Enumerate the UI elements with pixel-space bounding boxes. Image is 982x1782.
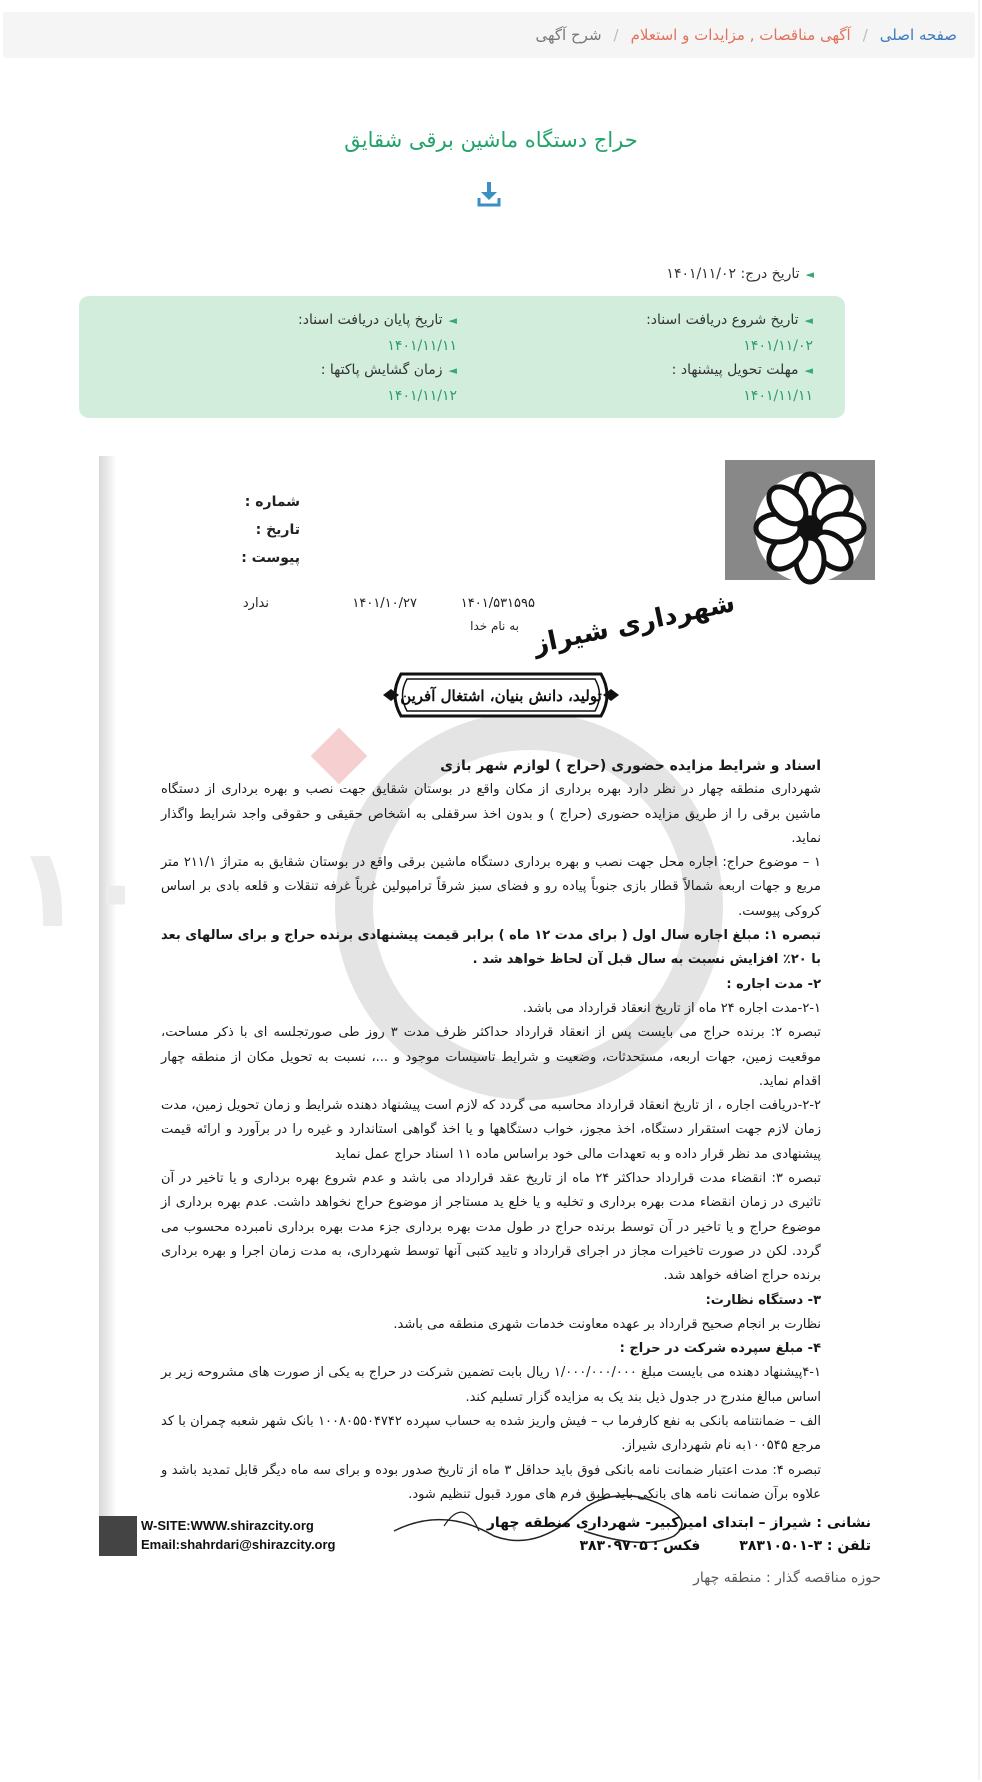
opening-value: ۱۴۰۱/۱۱/۱۲ (387, 388, 457, 404)
end-date-value: ۱۴۰۱/۱۱/۱۱ (387, 338, 457, 354)
footer-fax: فکس : ۳۸۳۰۹۷۰۵ (579, 1538, 701, 1554)
deadline-value: ۱۴۰۱/۱۱/۱۱ (743, 388, 813, 404)
publish-date-value: ۱۴۰۱/۱۱/۰۲ (666, 266, 737, 282)
section-4-title: ۴- مبلغ سپرده شرکت در حراج : (619, 1341, 821, 1357)
start-date-value: ۱۴۰۱/۱۱/۰۲ (743, 338, 813, 354)
deposit-options: الف – ضمانتنامه بانکی به نفع کارفرما ب – فیش واریز شده به حساب سپرده ۱۰۰۸۰۵۵۰۴۷۴۲ بانک شهر شعبه چمران با کد مرجع ۱۰۰۵۴۵به نام شهرداری شیراز. (161, 1414, 822, 1454)
caret-left-icon: ◄ (804, 314, 813, 327)
footer-contact (99, 1516, 349, 1556)
dates-info-box (79, 296, 845, 418)
footer-phone-line (487, 1535, 871, 1558)
breadcrumb-separator: / (862, 26, 868, 44)
breadcrumb-home-link[interactable]: صفحه اصلی (879, 26, 957, 44)
footer-email: Email:shahrdari@shirazcity.org (141, 1537, 336, 1552)
attachment-label: پیوست : (241, 550, 300, 566)
document-heading: اسناد و شرایط مزایده حضوری (حراج ) لوازم شهر بازی (440, 758, 821, 774)
ref-date: ۱۴۰۱/۱۰/۲۷ (352, 596, 417, 611)
date-label: تاریخ : (255, 522, 300, 538)
section-2-title: ۲- مدت اجاره : (726, 976, 821, 992)
footer-website: W-SITE:WWW.shirazcity.org (141, 1518, 314, 1533)
svg-text:تولید، دانش بنیان، اشتغال آفری: تولید، دانش بنیان، اشتغال آفرین (400, 687, 602, 705)
breadcrumb (3, 12, 975, 58)
ref-attachment: ندارد (242, 596, 269, 611)
section-3-title: ۳- دستگاه نظارت: (705, 1292, 821, 1308)
caret-left-icon: ◄ (805, 268, 814, 281)
breadcrumb-tenders-link[interactable]: آگهی مناقصات , مزایدات و استعلام (630, 26, 851, 44)
breadcrumb-current: شرح آگهی (535, 26, 602, 44)
number-label: شماره : (244, 494, 300, 510)
clause-2-1: ۲-۱-مدت اجاره ۲۴ ماه از تاریخ انعقاد قرارداد می باشد. (522, 1000, 821, 1016)
intro-paragraph: شهرداری منطقه چهار در نظر دارد بهره برداری از مکان واقع در بوستان شقایق جهت نصب و بهره برداری از دستگاه ماشین برقی را از طریق مزایده حضوری (حراج ) و بدون اخذ سرقفلی به اشخاص حقیقی و حقوقی واجد شرایط واگذار نماید. (161, 782, 821, 846)
note-1: تبصره ۱: مبلغ اجاره سال اول ( برای مدت ۱۲ ماه ) برابر قیمت پیشنهادی برنده حراج و برای سالهای بعد با ۲۰٪ افزایش نسبت به سال قبل آن لحاظ خواهد شد . (161, 928, 821, 968)
bismillah: به نام خدا (470, 619, 519, 633)
svg-text:شهرداری شیراز: شهرداری شیراز (530, 587, 738, 660)
slogan-banner (381, 668, 621, 722)
ref-number: ۱۴۰۱/۵۳۱۵۹۵ (460, 596, 535, 611)
publish-date-label: تاریخ درج: (740, 266, 800, 282)
footer-address (487, 1512, 871, 1558)
note-2: تبصره ۲: برنده حراج می بایست پس از انعقاد قرارداد حداکثر ظرف مدت ۳ روز طی صورتجلسه ای با ذکر مساحت، موقعیت زمین، جهات اربعه، مستحدثات، وضعیت و شرایط تاسیسات موجود و ...، نسبت به تحویل مکان از منطقه چهار اقدام نماید. (161, 1025, 821, 1089)
clause-2-2: ۲-۲-دریافت اجاره ، از تاریخ انعقاد قرارداد محاسبه می گردد که لازم است پیشنهاد دهنده شرایط و زمان تحویل زمین، مدت زمان لازم جهت استقرار دستگاه، اخذ مجوز، خواب دستگاهها و یا اخذ گواهی استاندارد و غیره را در برآورد و ارائه قیمت پیشنهادی مد نظر قرار داده و به تعهدات مالی خود براساس ماده ۱۱ اسناد حراج عمل نماید (161, 1098, 821, 1162)
page-title: حراج دستگاه ماشین برقی شقایق (344, 128, 638, 152)
clause-4-1: ۴-۱پیشنهاد دهنده می بایست مبلغ ۱/۰۰۰/۰۰۰/۰۰۰ ریال بابت تضمین شرکت در حراج به یکی از صورت های مشروحه زیر بر اساس مبالغ مندرج در جدول ذیل بند یک به مزایده گزار تسلیم کند. (161, 1365, 821, 1405)
caret-left-icon: ◄ (448, 364, 457, 377)
footer-address-line: نشانی : شیراز – ابتدای امیرکبیر- شهرداری منطقه چهار (486, 1515, 871, 1531)
document-body (161, 754, 821, 1507)
end-date-label: ◄تاریخ پایان دریافت اسناد: (298, 312, 457, 328)
start-date-label: ◄تاریخ شروع دریافت اسناد: (646, 312, 813, 328)
municipality-logo (530, 460, 875, 660)
publish-date (666, 266, 814, 282)
scanned-document (14, 456, 881, 1555)
subject-clause: ۱ – موضوع حراج: اجاره محل جهت نصب و بهره برداری دستگاه ماشین برقی واقع در بوستان شقایق به متراژ ۲۱۱/۱ متر مربع و جهات اربعه شمالاً قطار بازی جنوباً پیاده رو و فضای سبز شرقاً ترامپولین غرباً غرفه تنقلات و قلعه بادی بر اساس کروکی پیوست. (161, 855, 821, 919)
clause-3: نظارت بر انجام صحیح قرارداد بر عهده معاونت خدمات شهری منطقه می باشد. (393, 1316, 821, 1332)
opening-label: ◄زمان گشایش پاکتها : (320, 362, 457, 378)
download-icon[interactable] (477, 180, 501, 208)
note-4: تبصره ۴: مدت اعتبار ضمانت نامه بانکی فوق باید حداقل ۳ ماه از تاریخ صدور بوده و برای سه ماه دیگر قابل تمدید باشد و علاوه برآن ضمانت نامه های بانکی باید طبق فرم های مورد قبول تنظیم شود. (161, 1462, 821, 1502)
caret-left-icon: ◄ (448, 314, 457, 327)
footer-phone: تلفن : ۳-۳۸۳۱۰۵۰۱ (739, 1538, 871, 1554)
note-3: تبصره ۳: انقضاء مدت قرارداد حداکثر ۲۴ ماه از تاریخ عقد قرارداد می باشد و عدم شروع بهره برداری و یا تاخیر در آن تاثیری در زمان انقضاء مدت بهره برداری و تخلیه و یا خلع ید مستاجر از موضوع حراج نخواهد داشت. عدم بهره برداری از موضوع حراج و یا تاخیر در آن توسط برنده حراج در طول مدت بهره برداری جزء مدت بهره برداری نامبرده محسوب می گردد. لکن در صورت تاخیرات مجاز در اجرای قرارداد و تایید کتبی آنها توسط شهرداری، به مدت زمان اجرا و بهره برداری برنده حراج اضافه خواهد شد. (161, 1171, 821, 1284)
breadcrumb-separator: / (613, 26, 619, 44)
footer-logo-block (99, 1516, 137, 1556)
tender-district: حوزه مناقصه گذار : منطقه چهار (693, 1570, 881, 1586)
deadline-label: ◄مهلت تحویل پیشنهاد : (671, 362, 813, 378)
caret-left-icon: ◄ (804, 364, 813, 377)
svg-text:۱۰: ۱۰ (14, 824, 149, 952)
